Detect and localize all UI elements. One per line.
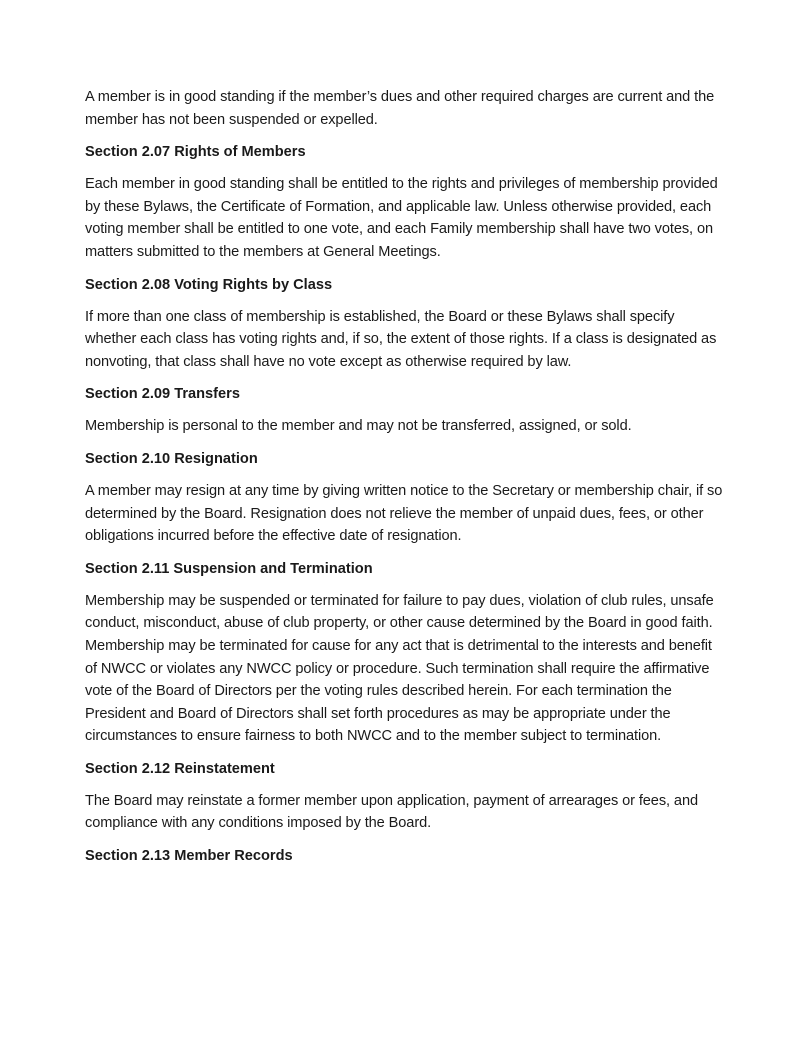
section-2-07-heading: Section 2.07 Rights of Members [85,144,306,161]
section-2-12-heading: Section 2.12 Reinstatement [85,760,275,777]
section-2-11-heading: Section 2.11 Suspension and Termination [85,560,373,577]
intro-paragraph: A member is in good standing if the member’s dues and other required charges are current and the member has not been suspended or expelled. [85,89,715,128]
section-2-07-body: Each member in good standing shall be entitled to the rights and privileges of membership provided by these Bylaws, the Certificate of Formation, and applicable law. Unless otherwise provided, each voting member shall be entitled to one vote, and each Family membership shall have two votes, on matters submitted to the members at General Meetings. [85,176,718,260]
section-2-08-heading: Section 2.08 Voting Rights by Class [85,276,333,293]
section-2-12-body: The Board may reinstate a former member upon application, payment of arrearages or fees, and compliance with any conditions imposed by the Board. [85,792,698,832]
section-2-10-body: A member may resign at any time by giving written notice to the Secretary or membership chair, if so determined by the Board. Resignation does not relieve the member of unpaid dues, fees, or other obligations incurred before the effective date of resignation. [85,482,723,545]
section-2-10-heading: Section 2.10 Resignation [85,450,258,467]
section-2-13-heading: Section 2.13 Member Records [85,848,293,865]
section-2-08-body: If more than one class of membership is established, the Board or these Bylaws shall specify whether each class has voting rights and, if so, the extent of those rights. If a class is designated as nonvoting, that class shall have no vote except as otherwise required by law. [85,308,717,370]
section-2-11-body: Membership may be suspended or terminated for failure to pay dues, violation of club rules, unsafe conduct, misconduct, abuse of club property, or other cause determined by the Board in good faith. Membership may be terminated for cause for any act that is detrimental to the interests and benefit of NWCC or violates any NWCC policy or procedure. Such termination shall require the affirmative vote of the Board of Directors per the voting rules described herein. For each termination the President and Board of Directors shall set forth procedures as may be appropriate under the circumstances to ensure fairness to both NWCC and to the member subject to termination. [85,592,714,745]
section-2-09-body: Membership is personal to the member and may not be transferred, assigned, or sold. [85,418,632,435]
section-2-09-heading: Section 2.09 Transfers [85,386,240,403]
document-page [85,86,725,867]
